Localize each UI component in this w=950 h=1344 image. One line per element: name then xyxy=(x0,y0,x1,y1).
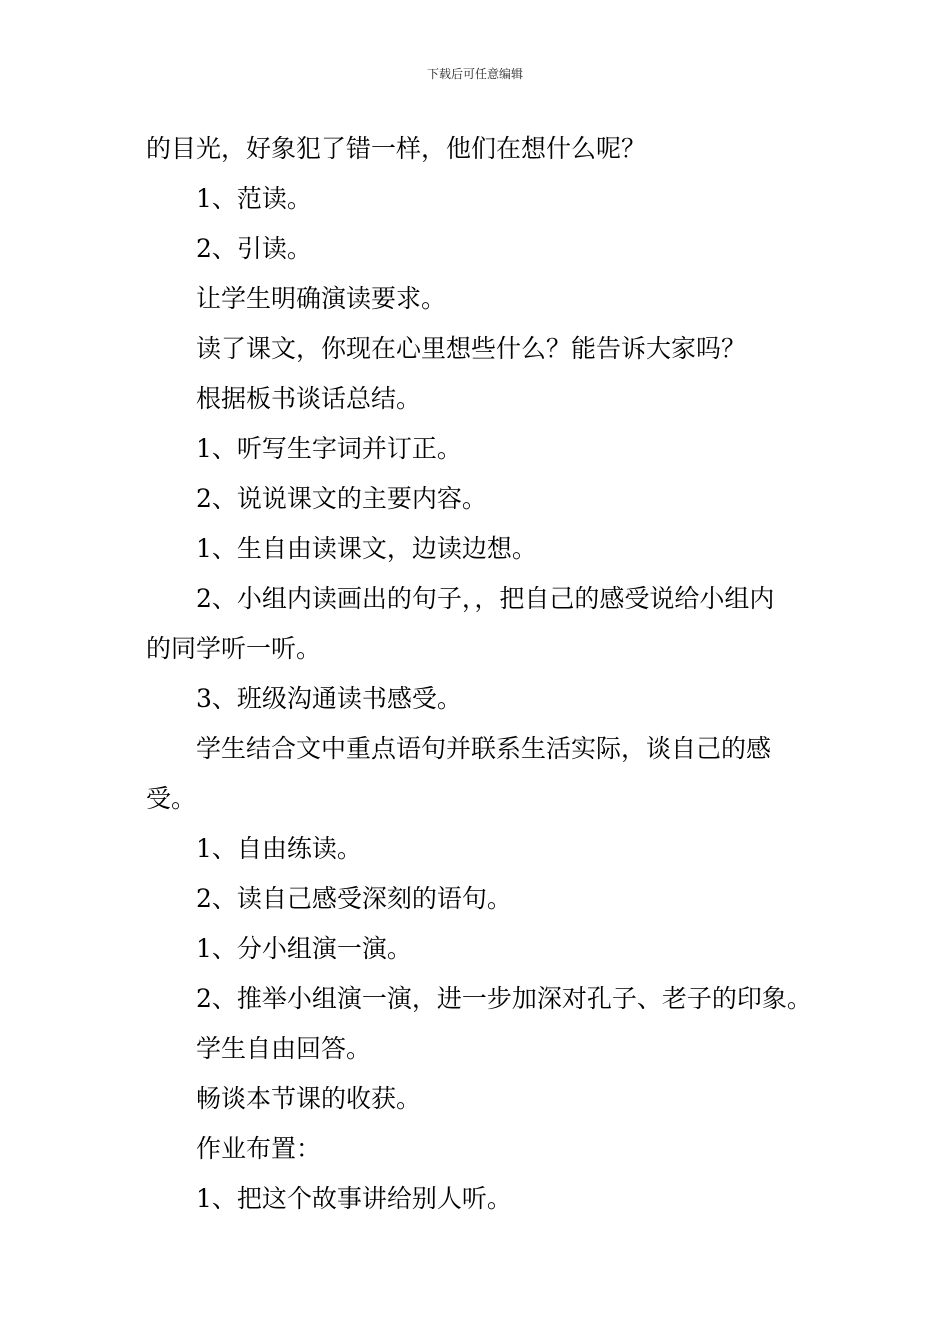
paragraph-line: 学生自由回答。 xyxy=(196,1034,372,1063)
paragraph-line: 畅谈本节课的收获。 xyxy=(196,1084,422,1113)
paragraph-line: 1、自由练读。 xyxy=(196,834,362,863)
paragraph-line: 作业布置： xyxy=(196,1134,322,1163)
paragraph-line: 学生结合文中重点语句并联系生活实际，谈自己的感 xyxy=(196,734,772,763)
paragraph-line: 让学生明确演读要求。 xyxy=(196,284,447,313)
page-header: 下载后可任意编辑 xyxy=(426,67,523,81)
paragraph-line: 2、推举小组演一演，进一步加深对孔子、老子的印象。 xyxy=(196,984,812,1013)
paragraph-line: 受。 xyxy=(146,784,197,813)
paragraph-line: 读了课文，你现在心里想些什么？能告诉大家吗？ xyxy=(196,334,747,363)
paragraph-line: 2、读自己感受深刻的语句。 xyxy=(196,884,512,913)
paragraph-line: 根据板书谈话总结。 xyxy=(196,384,422,413)
paragraph-line: 的同学听一听。 xyxy=(146,634,322,663)
paragraph-line: 2、说说课文的主要内容。 xyxy=(196,484,487,513)
paragraph-line: 1、范读。 xyxy=(196,184,312,213)
document-body xyxy=(146,124,812,1224)
paragraph-line: 1、听写生字词并订正。 xyxy=(196,434,462,463)
paragraph-line: 2、小组内读画出的句子，，把自己的感受说给小组内 xyxy=(196,584,775,613)
paragraph-line: 1、分小组演一演。 xyxy=(196,934,412,963)
paragraph-line: 2、引读。 xyxy=(196,234,312,263)
paragraph-line: 3、班级沟通读书感受。 xyxy=(196,684,462,713)
paragraph-line: 1、把这个故事讲给别人听。 xyxy=(196,1184,512,1213)
paragraph-line: 的目光，好象犯了错一样，他们在想什么呢？ xyxy=(146,134,647,163)
paragraph-line: 1、生自由读课文，边读边想。 xyxy=(196,534,537,563)
